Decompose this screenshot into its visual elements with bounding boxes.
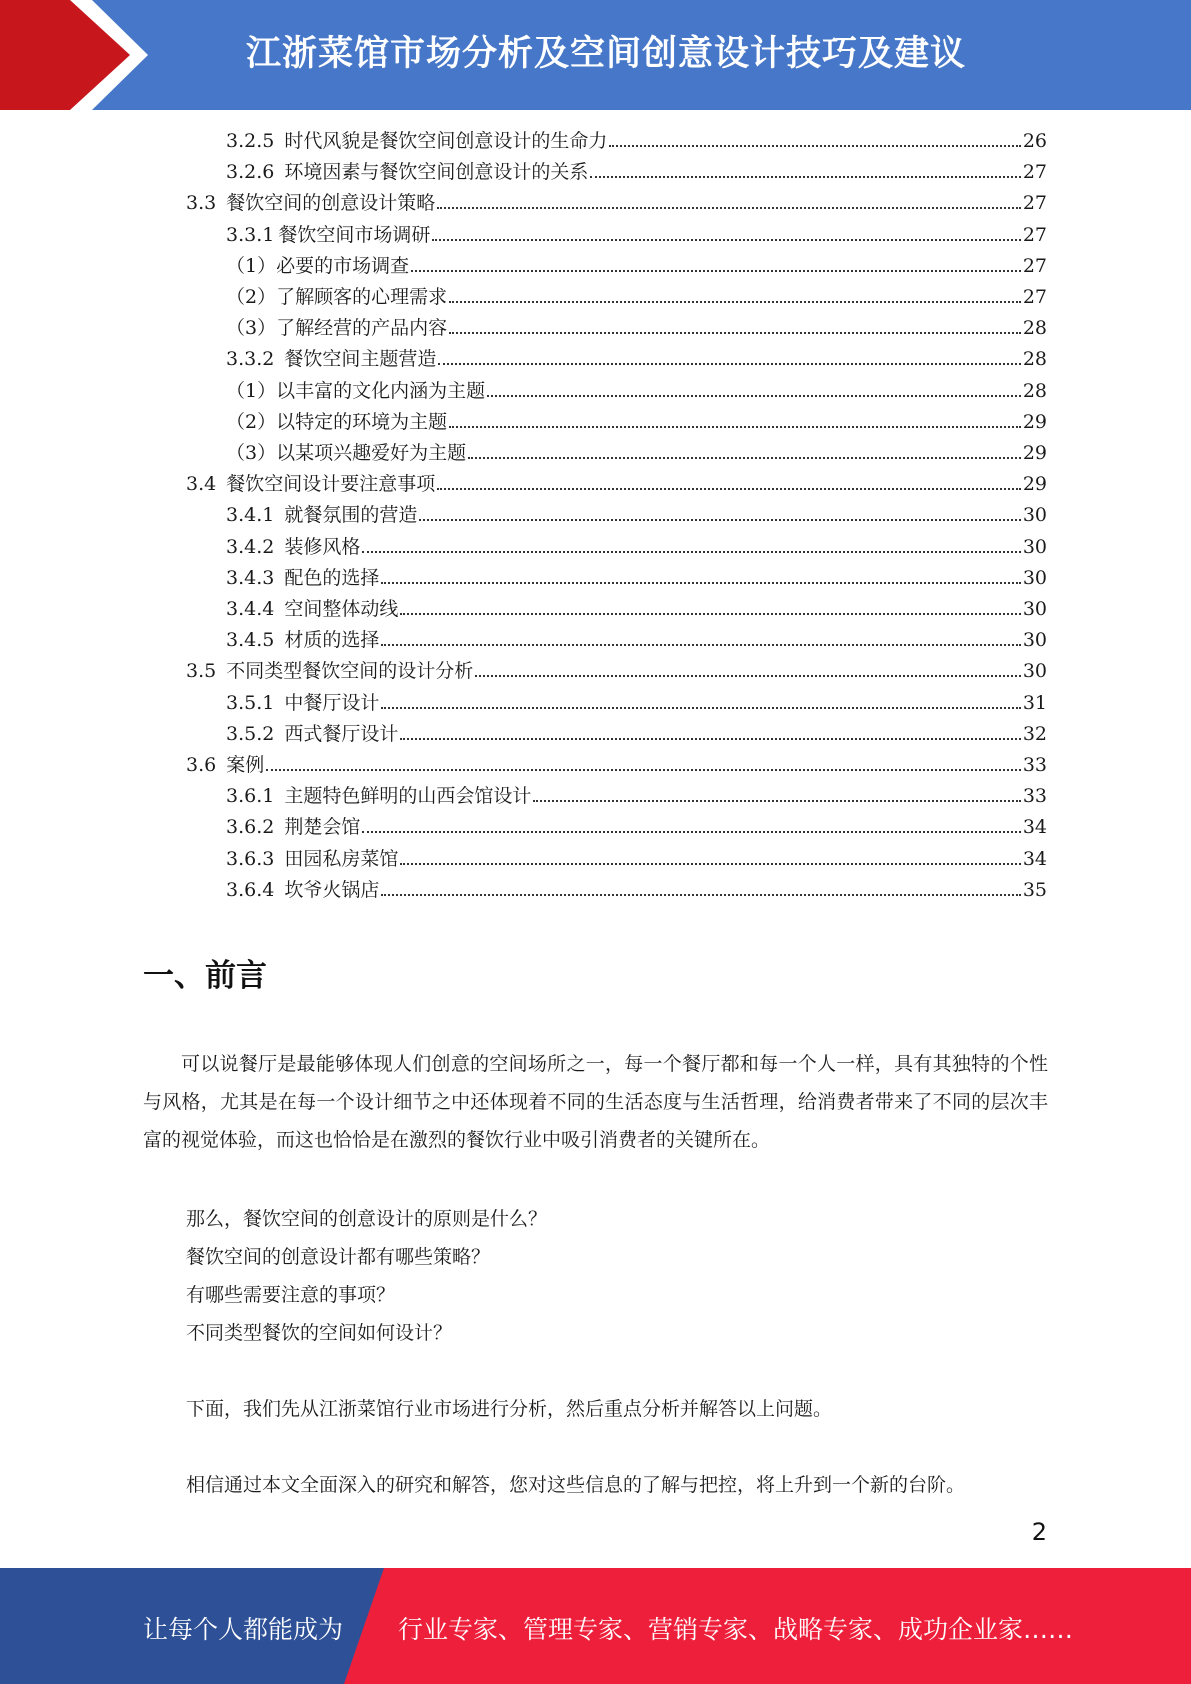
- toc-entry-text: 了解经营的产品内容: [276, 317, 448, 340]
- toc-entry-number: 3.4.3: [226, 566, 275, 589]
- toc-entry-page: 30: [1022, 535, 1047, 558]
- toc-entry[interactable]: [226, 500, 1047, 531]
- toc-leader-dots: [437, 206, 1021, 209]
- toc-entry-number: 3.6.2: [226, 816, 275, 839]
- toc-entry-label: [226, 344, 436, 371]
- toc-entry-number: 3.5: [186, 660, 217, 683]
- toc-entry-number: 3.6.1: [226, 785, 275, 808]
- toc-leader-dots: [449, 425, 1021, 428]
- toc-entry[interactable]: [226, 157, 1047, 188]
- toc-entry-number: 3.4: [186, 473, 217, 496]
- toc-entry-number: 3.5.1: [226, 691, 275, 714]
- toc-entry[interactable]: [226, 688, 1047, 719]
- toc-entry[interactable]: [226, 532, 1047, 563]
- toc-entry-page: 28: [1022, 379, 1047, 402]
- toc-entry-number: 3.3: [186, 192, 217, 215]
- toc-entry-text: 荆楚会馆: [284, 816, 361, 839]
- question-line: 那么，餐饮空间的创意设计的原则是什么？: [186, 1208, 548, 1230]
- toc-entry[interactable]: [226, 438, 1047, 469]
- toc-leader-dots: [475, 674, 1021, 677]
- toc-entry[interactable]: [226, 844, 1047, 875]
- toc-entry[interactable]: [226, 563, 1047, 594]
- footer-slogan-right: 行业专家、管理专家、营销专家、战略专家、成功企业家……: [398, 1615, 1074, 1644]
- toc-entry-text: 案例: [226, 754, 265, 776]
- toc-entry-page: 33: [1022, 754, 1047, 776]
- toc-entry[interactable]: [226, 251, 1047, 282]
- toc-entry-number: （1）: [226, 379, 277, 402]
- toc-entry[interactable]: [226, 875, 1047, 906]
- next-paragraph: 下面，我们先从江浙菜馆行业市场进行分析，然后重点分析并解答以上问题。: [186, 1398, 833, 1420]
- toc-leader-dots: [437, 487, 1021, 490]
- toc-entry-text: 环境因素与餐饮空间创意设计的关系: [284, 161, 589, 184]
- toc-leader-dots: [487, 394, 1021, 397]
- toc-entry-page: 30: [1022, 660, 1047, 683]
- toc-leader-dots: [468, 456, 1021, 459]
- toc-entry-text: 时代风貌是餐饮空间创意设计的生命力: [284, 130, 608, 152]
- toc-entry-label: [226, 594, 398, 621]
- toc-entry-label: [226, 376, 485, 403]
- toc-entry-page: 35: [1022, 878, 1047, 901]
- toc-entry-number: （1）: [226, 254, 277, 277]
- toc-entry-page: 30: [1022, 566, 1047, 589]
- toc-entry-number: 3.6.4: [226, 878, 275, 901]
- toc-entry-label: [186, 750, 264, 777]
- toc-entry-page: 27: [1022, 254, 1047, 277]
- toc-entry-label: [186, 188, 435, 215]
- toc-entry-label: [226, 625, 379, 652]
- toc-entry-text: 就餐氛围的营造: [284, 504, 418, 527]
- toc-entry-label: [226, 844, 398, 871]
- toc-entry-text: 材质的选择: [284, 629, 380, 652]
- toc-entry-number: （2）: [226, 410, 277, 433]
- page-number: 2: [1031, 1518, 1047, 1546]
- toc-entry-label: [226, 407, 447, 434]
- toc-entry-text: 了解顾客的心理需求: [276, 286, 448, 308]
- toc-entry-number: 3.6: [186, 754, 217, 776]
- toc-entry-text: 空间整体动线: [284, 598, 399, 620]
- toc-leader-dots: [381, 706, 1020, 709]
- toc-entry-text: 餐饮空间设计要注意事项: [226, 473, 436, 496]
- toc-leader-dots: [533, 799, 1020, 802]
- toc-entry-page: 34: [1022, 816, 1047, 839]
- toc-leader-dots: [266, 768, 1021, 771]
- footer-slogan-left: 让每个人都能成为: [143, 1615, 344, 1644]
- intro-paragraph: 可以说餐厅是最能够体现人们创意的空间场所之一，每一个餐厅都和每一个人一样，具有其独特的个性与风格，尤其是在每一个设计细节之中还体现着不同的生活态度与生活哲理，给消费者带来了不同的层次丰富的视觉体验，而这也恰恰是在激烈的餐饮行业中吸引消费者的关键所在。: [143, 1053, 1048, 1151]
- toc-entry[interactable]: [226, 781, 1047, 812]
- toc-entry-number: （3）: [226, 317, 277, 340]
- toc-entry[interactable]: [226, 625, 1047, 656]
- question-line: 不同类型餐饮的空间如何设计？: [186, 1322, 453, 1344]
- toc-entry-number: 3.4.4: [226, 598, 275, 620]
- toc-leader-dots: [362, 550, 1020, 553]
- toc-leader-dots: [381, 893, 1020, 896]
- toc-entry-page: 30: [1022, 598, 1047, 620]
- toc-entry-text: 以特定的环境为主题: [276, 410, 448, 433]
- toc-entry-number: 3.6.3: [226, 847, 275, 870]
- toc-entry-text: 以丰富的文化内涵为主题: [276, 379, 486, 402]
- toc-leader-dots: [609, 144, 1020, 147]
- toc-leader-dots: [381, 643, 1020, 646]
- toc-entry-number: 3.4.5: [226, 629, 275, 652]
- toc-entry-label: [226, 282, 447, 309]
- toc-entry-page: 29: [1022, 473, 1047, 496]
- toc-entry-label: [226, 500, 417, 527]
- toc-entry[interactable]: [186, 750, 1047, 781]
- toc-entry-text: 不同类型餐饮空间的设计分析: [226, 660, 474, 683]
- toc-entry[interactable]: [186, 469, 1047, 500]
- toc-entry-label: [226, 875, 379, 902]
- toc-entry-page: 30: [1022, 629, 1047, 652]
- toc-leader-dots: [449, 300, 1021, 303]
- toc-entry-number: 3.2.5: [226, 130, 275, 152]
- toc-entry-text: 餐饮空间市场调研: [278, 223, 431, 246]
- toc-leader-dots: [400, 737, 1020, 740]
- toc-entry-text: 配色的选择: [284, 566, 380, 589]
- toc-leader-dots: [400, 612, 1020, 615]
- toc-entry[interactable]: [226, 594, 1047, 625]
- page-header: [0, 0, 1191, 110]
- toc-entry-page: 27: [1022, 286, 1047, 308]
- question-line: 餐饮空间的创意设计都有哪些策略？: [186, 1246, 491, 1268]
- toc-entry-number: （2）: [226, 286, 277, 308]
- toc-leader-dots: [432, 238, 1020, 241]
- toc-entry-number: 3.5.2: [226, 722, 275, 745]
- toc-entry-page: 27: [1022, 161, 1047, 184]
- toc-entry[interactable]: [226, 407, 1047, 438]
- toc-leader-dots: [411, 269, 1021, 272]
- toc-entry-page: 29: [1022, 442, 1047, 464]
- toc-entry-label: [226, 719, 398, 746]
- toc-entry-label: [226, 688, 379, 715]
- toc-entry-number: 3.3.2: [226, 348, 275, 371]
- toc-entry-label: [226, 812, 360, 839]
- toc-entry-text: 装修风格: [284, 535, 361, 558]
- toc-entry-label: [226, 532, 360, 559]
- toc-entry-number: 3.2.6: [226, 161, 275, 184]
- toc-leader-dots: [590, 175, 1020, 178]
- toc-entry-number: 3.3.1: [226, 223, 275, 246]
- section-heading: 一、前言: [143, 958, 267, 994]
- toc-entry-label: [186, 656, 473, 683]
- toc-leader-dots: [438, 362, 1020, 365]
- toc-entry-page: 28: [1022, 348, 1047, 371]
- toc-entry-label: [226, 251, 409, 278]
- toc-entry-page: 27: [1022, 192, 1047, 215]
- toc-entry-text: 西式餐厅设计: [284, 722, 399, 745]
- toc-entry-number: 3.4.2: [226, 535, 275, 558]
- closing-paragraph: 相信通过本文全面深入的研究和解答，您对这些信息的了解与把控，将上升到一个新的台阶。: [186, 1474, 966, 1496]
- toc-entry-page: 28: [1022, 317, 1047, 340]
- toc-entry-page: 32: [1022, 722, 1047, 745]
- toc-leader-dots: [362, 830, 1020, 833]
- toc-entry-number: 3.4.1: [226, 504, 275, 527]
- toc-entry[interactable]: [226, 313, 1047, 344]
- toc-entry-number: （3）: [226, 442, 277, 464]
- toc-entry-page: 30: [1022, 504, 1047, 527]
- toc-entry[interactable]: [226, 344, 1047, 375]
- toc-entry-page: 29: [1022, 410, 1047, 433]
- toc-entry[interactable]: [226, 282, 1047, 313]
- toc-leader-dots: [400, 862, 1020, 865]
- toc-entry-text: 以某项兴趣爱好为主题: [276, 442, 467, 464]
- toc-entry[interactable]: [186, 656, 1047, 687]
- toc-entry[interactable]: [226, 220, 1047, 251]
- toc-entry[interactable]: [226, 812, 1047, 843]
- toc-entry-label: [226, 313, 447, 340]
- toc-entry-label: [226, 126, 607, 153]
- toc-leader-dots: [381, 581, 1020, 584]
- document-title: 江浙菜馆市场分析及空间创意设计技巧及建议: [246, 34, 967, 74]
- toc-entry-label: [186, 469, 435, 496]
- toc-entry-page: 27: [1022, 223, 1047, 246]
- toc-entry-text: 必要的市场调查: [276, 254, 410, 277]
- toc-entry-text: 坎爷火锅店: [284, 878, 380, 901]
- toc-entry-label: [226, 157, 588, 184]
- toc-entry-text: 田园私房菜馆: [284, 847, 399, 870]
- toc-entry-page: 33: [1022, 785, 1047, 808]
- toc-entry[interactable]: [186, 188, 1047, 219]
- toc-leader-dots: [449, 331, 1021, 334]
- page-footer: [0, 1568, 1191, 1684]
- toc-leader-dots: [419, 518, 1020, 521]
- toc-entry[interactable]: [226, 126, 1047, 157]
- toc-entry[interactable]: [226, 376, 1047, 407]
- question-line: 有哪些需要注意的事项？: [186, 1284, 396, 1306]
- toc-entry-text: 餐饮空间主题营造: [284, 348, 437, 371]
- toc-entry-label: [226, 220, 430, 247]
- toc-entry-page: 34: [1022, 847, 1047, 870]
- toc-entry-label: [226, 438, 466, 465]
- toc-entry-page: 31: [1022, 691, 1047, 714]
- toc-entry-page: 26: [1022, 130, 1047, 152]
- toc-entry-text: 餐饮空间的创意设计策略: [226, 192, 436, 215]
- toc-entry-text: 主题特色鲜明的山西会馆设计: [284, 785, 532, 808]
- toc-entry-text: 中餐厅设计: [284, 691, 380, 714]
- toc-entry[interactable]: [226, 719, 1047, 750]
- toc-entry-label: [226, 781, 531, 808]
- toc-entry-label: [226, 563, 379, 590]
